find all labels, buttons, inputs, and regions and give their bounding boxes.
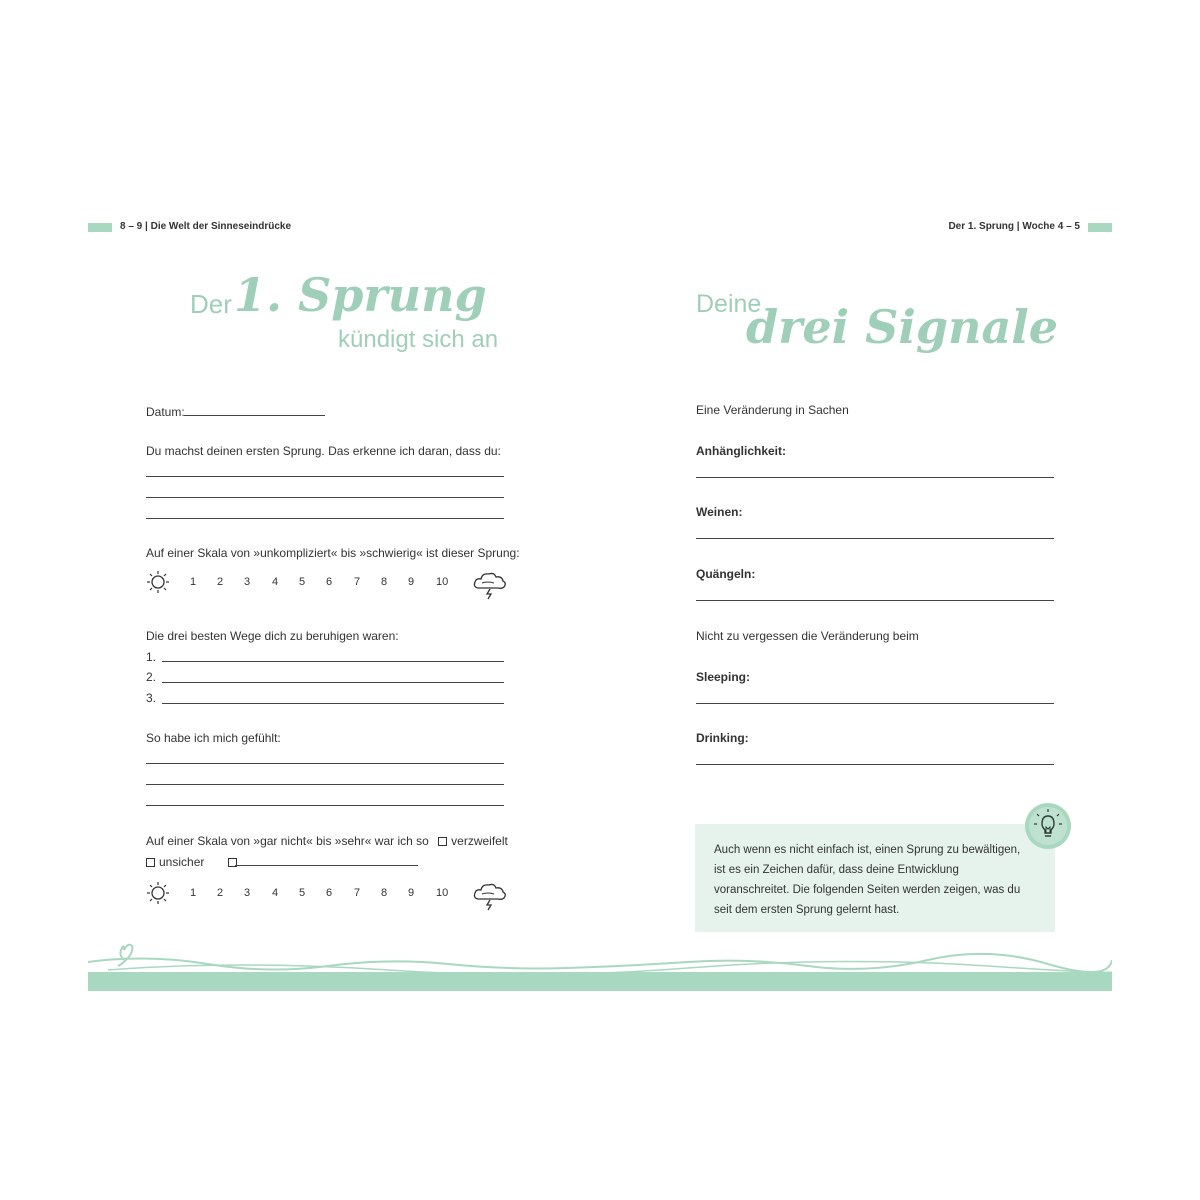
scale-number[interactable]: 10: [436, 576, 449, 588]
scale-number[interactable]: 4: [272, 576, 279, 588]
storm-cloud-icon: [472, 881, 508, 911]
option-unsicher-label: unsicher: [159, 855, 205, 869]
scale-number[interactable]: 8: [381, 887, 388, 899]
attachment-line[interactable]: [696, 477, 1054, 478]
scale-number[interactable]: 9: [408, 576, 415, 588]
right-title-script: drei Signale: [746, 300, 1059, 354]
scale-number[interactable]: 8: [381, 576, 388, 588]
scale-number[interactable]: 3: [244, 887, 251, 899]
change-intro: Eine Veränderung in Sachen: [696, 403, 849, 417]
left-header-bar: [88, 223, 112, 232]
scale-number[interactable]: 10: [436, 887, 449, 899]
date-label: Datum:: [146, 405, 185, 419]
checkbox-unsicher[interactable]: [146, 858, 155, 867]
left-title-suffix: kündigt sich an: [338, 326, 499, 353]
field-label-crying: Weinen:: [696, 505, 743, 519]
left-title-script: 1. Sprung: [234, 268, 487, 322]
feeling-question: So habe ich mich gefühlt:: [146, 731, 281, 745]
right-title-prefix: Deine: [696, 290, 762, 318]
footer-bar: [88, 972, 1112, 991]
scale-question: Auf einer Skala von »unkompliziert« bis »schwierig« ist dieser Sprung:: [146, 546, 520, 560]
scale-number[interactable]: 7: [354, 576, 361, 588]
change-intro-2: Nicht zu vergessen die Veränderung beim: [696, 629, 919, 643]
storm-cloud-icon: [472, 570, 508, 600]
option-verzweifelt-label: verzweifelt: [451, 834, 508, 848]
right-header-bar: [1088, 223, 1112, 232]
feeling-options-row: [146, 855, 241, 869]
date-input-line[interactable]: [184, 415, 325, 416]
scale-number[interactable]: 1: [190, 576, 197, 588]
whining-line[interactable]: [696, 600, 1054, 601]
field-label-attachment: Anhänglichkeit:: [696, 444, 787, 458]
answer-line[interactable]: [146, 497, 504, 498]
scale-number[interactable]: 5: [299, 887, 306, 899]
way-line[interactable]: [162, 703, 504, 704]
scale-number[interactable]: 6: [326, 887, 333, 899]
feeling-scale-question: [146, 834, 508, 848]
scale-number[interactable]: 1: [190, 887, 197, 899]
other-feeling-line[interactable]: [235, 865, 418, 866]
feeling-scale: [146, 881, 508, 909]
scale-number[interactable]: 3: [244, 576, 251, 588]
right-running-header: Der 1. Sprung | Woche 4 – 5: [948, 221, 1080, 232]
way-line[interactable]: [162, 661, 504, 662]
field-label-sleeping: Sleeping:: [696, 670, 751, 684]
sleeping-line[interactable]: [696, 703, 1054, 704]
scale-number[interactable]: 5: [299, 576, 306, 588]
answer-line[interactable]: [146, 805, 504, 806]
sun-icon: [146, 570, 170, 594]
heart-icon: [118, 945, 132, 966]
scale-number[interactable]: 2: [217, 887, 224, 899]
feeling-scale-text: Auf einer Skala von »gar nicht« bis »sehr« war ich so: [146, 834, 429, 848]
way-number: 1.: [146, 650, 157, 664]
scale-number[interactable]: 4: [272, 887, 279, 899]
left-running-header: 8 – 9 | Die Welt der Sinneseindrücke: [120, 221, 292, 232]
crying-line[interactable]: [696, 538, 1054, 539]
calming-ways-question: Die drei besten Wege dich zu beruhigen waren:: [146, 629, 399, 643]
lightbulb-icon: [1022, 800, 1074, 852]
way-number: 2.: [146, 670, 157, 684]
left-title-prefix: Der: [190, 289, 232, 319]
tip-text: Auch wenn es nicht einfach ist, einen Sprung zu bewältigen, ist es ein Zeichen dafür, dass deine Entwicklung voranschreitet. Die folgenden Seiten werden zeigen, was du seit dem ersten Sprung gelernt hast.: [714, 844, 1021, 916]
field-label-drinking: Drinking:: [696, 731, 749, 745]
decorative-wave: [88, 930, 1112, 976]
sun-icon: [146, 881, 170, 905]
answer-line[interactable]: [146, 763, 504, 764]
scale-number[interactable]: 7: [354, 887, 361, 899]
drinking-line[interactable]: [696, 764, 1054, 765]
answer-line[interactable]: [146, 784, 504, 785]
scale-number[interactable]: 9: [408, 887, 415, 899]
checkbox-verzweifelt[interactable]: [438, 837, 447, 846]
scale-number[interactable]: 2: [217, 576, 224, 588]
way-line[interactable]: [162, 682, 504, 683]
difficulty-scale: [146, 570, 508, 598]
answer-line[interactable]: [146, 476, 504, 477]
answer-line[interactable]: [146, 518, 504, 519]
scale-number[interactable]: 6: [326, 576, 333, 588]
field-label-whining: Quängeln:: [696, 567, 756, 581]
question-signs: Du machst deinen ersten Sprung. Das erkenne ich daran, dass du:: [146, 444, 501, 458]
way-number: 3.: [146, 691, 157, 705]
